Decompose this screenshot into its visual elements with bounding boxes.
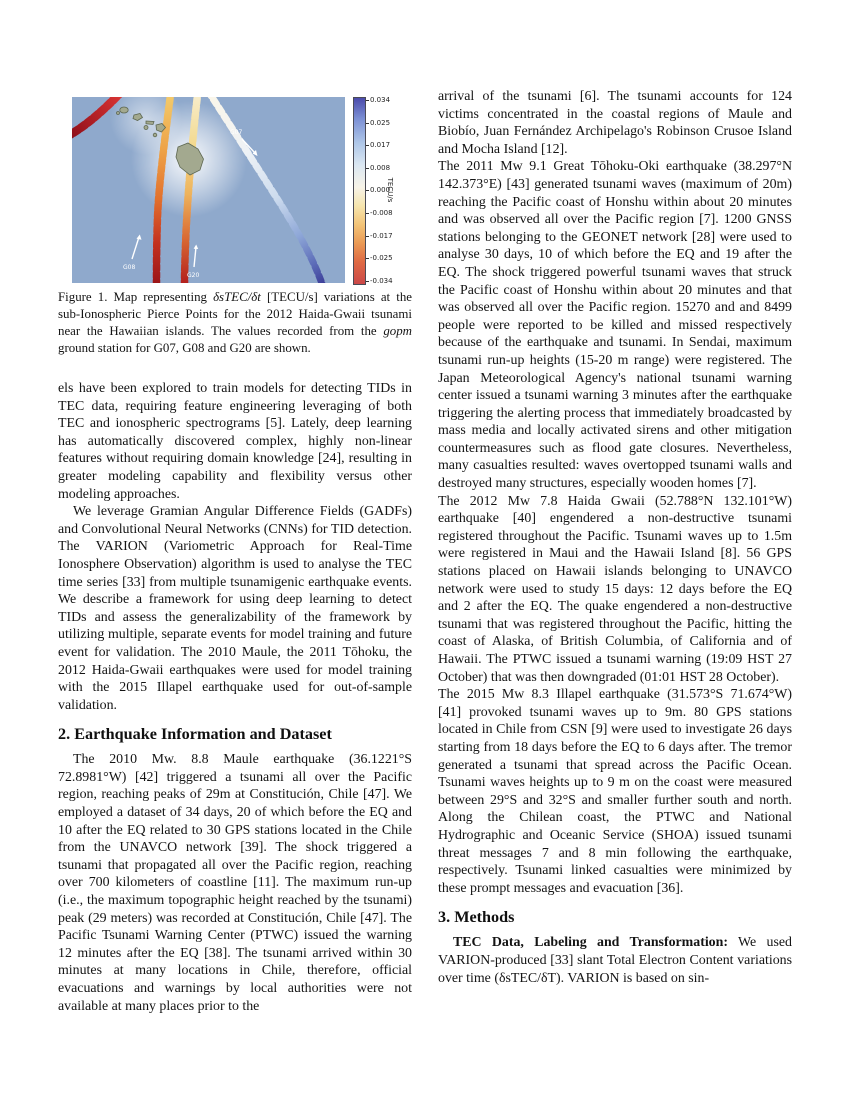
caption-math-dstec: δsTEC/δt [213,290,261,304]
colorbar-tick [366,281,369,282]
colorbar-tick-label: -0.034 [370,277,393,285]
label-g20: G20 [187,272,200,279]
colorbar-tick [366,213,369,214]
figure-1 [72,97,402,283]
right-column [438,88,792,987]
left-paragraph-1: els have been explored to train models for detecting TIDs in TEC data, requiring feature engineering leveraging of both TEC and ionospheric spectrograms [5]. Lately, deep learning has automatically discovered complex, highly non-linear features without requiring domain knowledge [24], resulting in greater modeling capability and flexibility versus other modeling approaches. [58,381,412,502]
colorbar-tick [366,168,369,169]
right-paragraph-3: The 2012 Mw 7.8 Haida Gwaii (52.788°N 132.101°W) earthquake [40] engendered a non-destructive tsunami registered throughout the Pacific. Tsunami waves up to 1.5m were registered in Maui and the Hawaii Island [8]. 56 GPS stations placed on Hawaii islands belonging to UNAVCO network were used to study 15 days: 12 days before the EQ and 2 after the EQ. The quake engendered a non-destructive tsunami that was registered throughout the Pacific, hitting the coast of Alaska, of British Columbia, of California and of Hawaii. The PTWC issued a tsunami warning (19:09 HST 27 October) that was then downgraded (01:01 HST 28 October). [438,493,792,685]
colorbar-tick [366,123,369,124]
right-paragraph-2: The 2011 Mw 9.1 Great Tōhoku-Oki earthquake (38.297°N 142.373°E) [43] generated tsunami waves (maximum of 20m) reaching the Pacific coast of Honshu within about 20 minutes and was observed all over the Pacific region [7]. 1200 GNSS stations belonging to the GEONET network [28] were used to analyse 30 days, 10 of which before the EQ and 19 after the EQ. The shock triggered powerful tsunami waves that struck the Pacific coast of Honshu within about 20 minutes and that was observed all over the Pacific region. 15270 and and 8499 people were reported to be killed and missed respectively because of the earthquake and tsunami. In Sendai, maximum tsunami run-up heights (15-20 m range) were registered. The Japan Meteorological Agency's national tsunami warning center issued a tsunami warning 3 minutes after the earthquake triggering the alerting process that immediately broadcasted by mass media and locally activated sirens and other mitigation countermeasures such as flood gate closures. Nevertheless, many casualties resulted: waves overtopped tsunami walls and destroyed many structures, especially wooden homes [7]. [438,159,792,492]
colorbar-tick-label: 0.017 [370,141,391,149]
colorbar-tick-label: 0.008 [370,164,391,172]
map-plot [72,97,345,283]
colorbar-tick-label: -0.025 [370,254,393,262]
caption-text-2: [TECU/s] variations at the sub-Ionospheric Pierce Points for the 2012 Haida-Gwaii tsunami near the Hawaiian islands. The values recorded from the [58,290,412,338]
methods-body-text: We used VARION-produced [33] slant Total Electron Content variations over time (δsTEC/δT). VARION is based on sin- [438,935,792,986]
ionosphere-map [72,97,345,283]
colorbar-tick [366,190,369,191]
methods-lead-in: TEC Data, Labeling and Transformation: [453,935,728,951]
colorbar-tick-label: 0.025 [370,119,391,127]
label-g08: G08 [123,264,136,271]
right-paragraph-4: The 2015 Mw 8.3 Illapel earthquake (31.573°S 71.674°W) [41] provoked tsunami waves up to 9m. 80 GPS stations located in Chile from CSN [9] were used to investigate 26 days starting from 18 days before the EQ to 6 days after. The tremor generated a tsunami that spread across the Pacific Ocean. Tsunami waves heights up to 9 m on the coast were measured between 29°S and 32°S and smaller further south and north. Along the Chilean coast, the PTWC and National Hydrographic and Oceanic Service (SHOA) issued tsunami threat messages 7 and 8 min following the earthquake, respectively. Tsunami linked casualties were minimized by these prompt messages and evacuation [36]. [438,687,792,896]
colorbar-tick [366,258,369,259]
colorbar-tick-label: 0.000 [370,186,391,194]
section-heading-2: 2. Earthquake Information and Dataset [58,725,332,744]
right-paragraph-1: arrival of the tsunami [6]. The tsunami accounts for 124 victims concentrated in the coastal regions of Maule and Biobío, Juan Fernández Archipelago's Robinson Crusoe Island and Mocha Island [12]. [438,89,792,157]
figure-caption [58,289,412,357]
colorbar-tick-label: 0.034 [370,96,391,104]
caption-station-name: gopm [383,323,412,338]
colorbar-gradient [353,97,366,285]
methods-paragraph [438,934,792,987]
colorbar-tick [366,236,369,237]
colorbar-tick-label: -0.008 [370,209,393,217]
left-paragraph-2: We leverage Gramian Angular Difference Fields (GADFs) and Convolutional Neural Networks (CNNs) for TID detection. The VARION (Variometric Approach for Real-Time Ionosphere Observation) algorithm is used to analyse the TEC time series [33] from multiple tsunamigenic earthquake events. We describe a framework for using deep learning to detect TIDs and assess the generalizability of the framework by utilizing multiple, separate events for model training and future event for validation. The 2010 Maule, the 2011 Tōhoku, the 2012 Haida-Gwaii earthquakes were used for model training with the 2015 Illapel earthquake used for out-of-sample validation. [58,504,412,713]
left-column [58,380,412,1015]
section-heading-3: 3. Methods [438,908,515,927]
colorbar-tick-label: -0.017 [370,232,393,240]
colorbar-tick [366,100,369,101]
label-g07: G07 [230,129,243,136]
caption-text-3: ground station for G07, G08 and G20 are shown. [58,340,311,355]
colorbar-unit-label: TECU/s [386,177,394,203]
colorbar-tick [366,145,369,146]
left-paragraph-3: The 2010 Mw. 8.8 Maule earthquake (36.1221°S 72.8981°W) [42] triggered a tsunami all over the Pacific region, reaching peaks of 29m at Constitución, Chile [47]. We employed a dataset of 34 days, 20 of which before the EQ and 10 after the EQ related to 30 GPS stations located in the Chile from the UNAVCO network [39]. The shock triggered a tsunami that propagated all over the Pacific region, reaching over 700 kilometers of coastline [11]. The maximum run-up (i.e., the maximum topographic height reached by the tsunami) peak (29 meters) was recorded at Constitución, Chile [47]. The Pacific Tsunami Warning Center (PTWC) issued the warning 12 minutes after the EQ [38]. The tsunami arrived within 30 minutes at many locations in Chile, therefore, official evacuations and warnings by local authorities were not available at many places prior to the [58,752,412,1014]
caption-text-1: Figure 1. Map representing [58,290,214,304]
colorbar [353,97,402,283]
